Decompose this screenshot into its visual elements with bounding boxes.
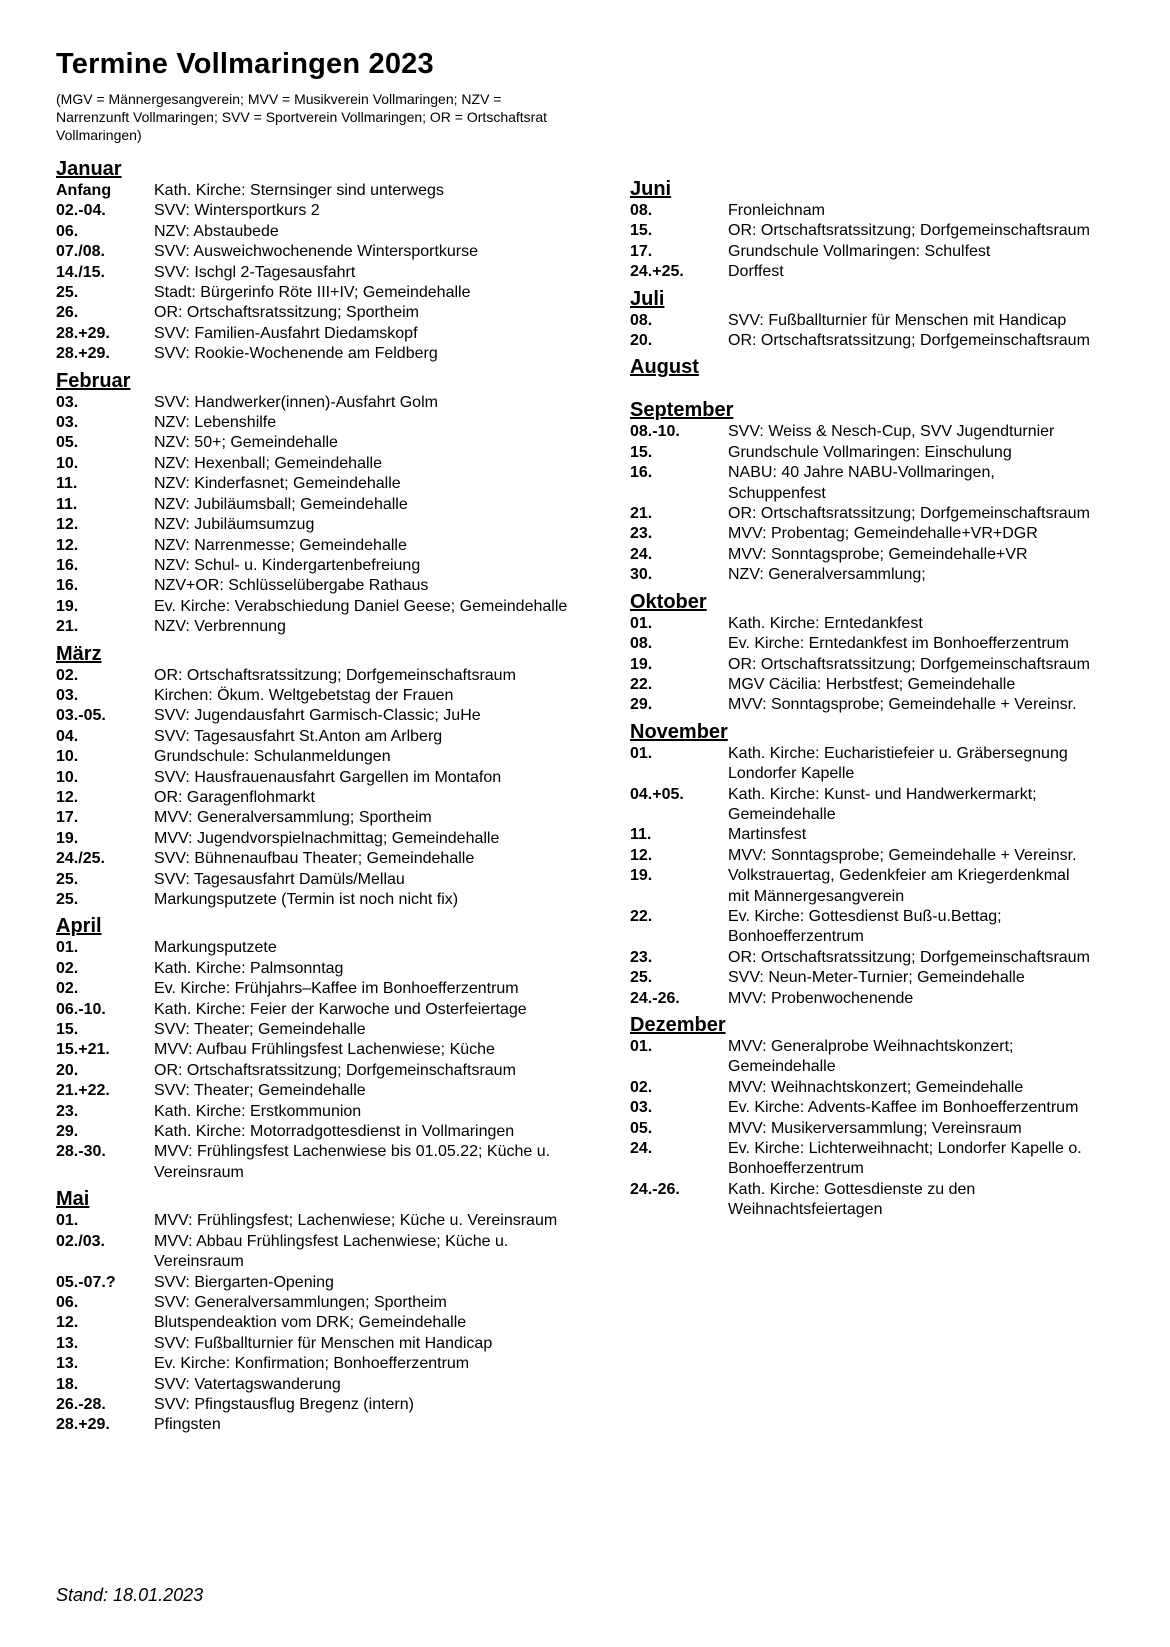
month-section-juni [630, 178, 1150, 283]
event-text: OR: Ortschaftsratssitzung; Dorfgemeinschaftsraum [154, 666, 516, 684]
event-date: 03. [56, 686, 79, 704]
event-date: 16. [56, 556, 79, 574]
event-date: 07./08. [56, 243, 105, 261]
event-text: MVV: Abbau Frühlingsfest Lachenwiese; Küche u. Vereinsraum [154, 1232, 509, 1271]
month-heading: März [56, 642, 102, 665]
event-text: NZV+OR: Schlüsselübergabe Rathaus [154, 577, 429, 595]
event-date: 11. [630, 826, 652, 844]
event-date: 02.-04. [56, 202, 106, 220]
event-row [56, 686, 576, 706]
event-text: Ev. Kirche: Konfirmation; Bonhoefferzentrum [154, 1355, 470, 1373]
event-text: Kath. Kirche: Erntedankfest [728, 614, 923, 632]
event-date: 17. [56, 809, 79, 827]
event-date: 22. [630, 907, 653, 925]
event-text: Markungsputzete [154, 939, 277, 957]
event-row [56, 666, 576, 686]
event-date: 12. [630, 846, 653, 864]
event-row [630, 989, 1150, 1009]
event-row [56, 222, 576, 242]
month-heading: Juli [630, 287, 665, 310]
event-text: NZV: Abstaubede [154, 222, 279, 240]
month-heading: September [630, 399, 734, 422]
month-section-august [630, 356, 1150, 379]
month-section-juli [630, 288, 1150, 352]
event-text: SVV: Tagesausfahrt St.Anton am Arlberg [154, 727, 443, 745]
event-row [630, 907, 1150, 948]
month-heading: Dezember [630, 1014, 726, 1036]
event-text: Kath. Kirche: Motorradgottesdienst in Vollmaringen [154, 1123, 515, 1141]
month-heading: August [630, 356, 699, 379]
month-heading: Juni [630, 178, 672, 200]
event-row [56, 433, 576, 453]
event-row [56, 808, 576, 828]
event-text: Blutspendeaktion vom DRK; Gemeindehalle [154, 1314, 467, 1332]
event-date: 26. [56, 304, 79, 322]
event-text: MVV: Sonntagsprobe; Gemeindehalle + Vereinsr. [728, 846, 1077, 864]
event-text: NZV: Jubiläumsumzug [154, 516, 315, 534]
event-date: 20. [630, 332, 653, 350]
event-text: MVV: Frühlingsfest Lachenwiese bis 01.05.22; Küche u. Vereinsraum [154, 1143, 551, 1181]
event-text: MVV: Probenwochenende [728, 989, 914, 1007]
event-row [56, 1273, 576, 1293]
event-row [630, 443, 1150, 463]
event-row [630, 655, 1150, 675]
event-row [56, 1395, 576, 1415]
event-text: SVV: Jugendausfahrt Garmisch-Classic; JuHe [154, 707, 481, 725]
event-text: NZV: Jubiläumsball; Gemeindehalle [154, 495, 408, 513]
event-row [56, 1040, 576, 1060]
event-text: Grundschule Vollmaringen: Einschulung [728, 443, 1012, 461]
event-date: 01. [630, 614, 653, 632]
event-row [630, 504, 1150, 524]
event-row [56, 1211, 576, 1231]
event-row [630, 221, 1150, 241]
event-text: MVV: Generalprobe Weihnachtskonzert; Gemeindehalle [728, 1038, 1014, 1076]
event-date: 12. [56, 516, 79, 534]
event-text: NZV: Lebenshilfe [154, 414, 277, 432]
event-date: 15. [630, 222, 653, 240]
event-text: NZV: Kinderfasnet; Gemeindehalle [154, 475, 401, 493]
month-heading: November [630, 720, 728, 743]
event-date: 01. [630, 1038, 653, 1055]
event-row [56, 747, 576, 767]
event-text: SVV: Tagesausfahrt Damüls/Mellau [154, 870, 405, 888]
event-row [56, 829, 576, 849]
event-text: Fronleichnam [728, 202, 825, 219]
event-date: 19. [630, 867, 653, 885]
event-row [630, 311, 1150, 331]
event-date: 02. [630, 1078, 653, 1096]
event-row [630, 331, 1150, 351]
event-text: OR: Ortschaftsratssitzung; Dorfgemeinschaftsraum [154, 1061, 516, 1079]
event-text: MGV Cäcilia: Herbstfest; Gemeindehalle [728, 675, 1016, 693]
event-row [56, 181, 576, 201]
event-text: Grundschule Vollmaringen: Schulfest [728, 242, 991, 260]
event-text: OR: Ortschaftsratssitzung; Dorfgemeinschaftsraum [728, 948, 1090, 966]
event-date: 13. [56, 1334, 79, 1352]
event-text: Kath. Kirche: Feier der Karwoche und Osterfeiertage [154, 1000, 527, 1018]
event-row [56, 706, 576, 726]
event-row [56, 263, 576, 283]
event-text: SVV: Bühnenaufbau Theater; Gemeindehalle [154, 850, 475, 868]
event-date: 28.+29. [56, 1416, 110, 1434]
event-row [56, 1232, 576, 1273]
event-date: 29. [630, 696, 653, 714]
event-date: 24.-26. [630, 1180, 680, 1198]
event-row [630, 201, 1150, 221]
event-date: 15. [56, 1021, 79, 1039]
event-text: Ev. Kirche: Advents-Kaffee im Bonhoefferzentrum [728, 1099, 1079, 1117]
event-row [56, 849, 576, 869]
abbreviation-legend: (MGV = Männergesangverein; MVV = Musikverein Vollmaringen; NZV = Narrenzunft Vollmaringen; SVV = Sportverein Vollmaringen; OR = Ortschaftsrat Vollmaringen) [56, 91, 548, 143]
month-heading: Oktober [630, 590, 707, 613]
event-text: Ev. Kirche: Frühjahrs–Kaffee im Bonhoefferzentrum [154, 980, 519, 998]
event-date: 10. [56, 768, 79, 786]
right-column [630, 178, 1150, 1226]
month-section-februar [56, 370, 576, 638]
event-date: 03. [56, 414, 79, 432]
event-text: SVV: Handwerker(innen)-Ausfahrt Golm [154, 393, 438, 411]
event-date: 02./03. [56, 1232, 105, 1250]
event-date: 28.+29. [56, 345, 110, 363]
event-text: SVV: Biergarten-Opening [154, 1273, 334, 1291]
event-text: Pfingsten [154, 1416, 221, 1434]
event-date: 23. [56, 1102, 79, 1120]
event-row [56, 1293, 576, 1313]
event-text: Kath. Kirche: Sternsinger sind unterwegs [154, 182, 444, 199]
event-text: NZV: Schul- u. Kindergartenbefreiung [154, 556, 421, 574]
event-date: 25. [56, 284, 79, 302]
event-date: 21. [56, 618, 79, 636]
event-date: 19. [56, 829, 79, 847]
event-row [56, 201, 576, 221]
event-date: 29. [56, 1123, 79, 1141]
event-text: OR: Garagenflohmarkt [154, 788, 315, 806]
event-date: 03.-05. [56, 707, 106, 725]
event-text: OR: Ortschaftsratssitzung; Dorfgemeinschaftsraum [728, 222, 1090, 240]
event-row [56, 536, 576, 556]
event-row [630, 785, 1150, 826]
event-row [630, 524, 1150, 544]
event-text: SVV: Rookie-Wochenende am Feldberg [154, 345, 438, 363]
event-text: SVV: Vatertagswanderung [154, 1375, 341, 1393]
status-date: Stand: 18.01.2023 [56, 1585, 204, 1605]
event-text: Kath. Kirche: Palmsonntag [154, 959, 344, 977]
event-date: 23. [630, 948, 653, 966]
event-row [630, 968, 1150, 988]
event-row [56, 959, 576, 979]
event-row [630, 1180, 1150, 1221]
event-text: SVV: Ausweichwochenende Wintersportkurse [154, 243, 479, 261]
event-date: 30. [630, 566, 653, 584]
event-date: 15.+21. [56, 1041, 110, 1059]
event-text: MVV: Sonntagsprobe; Gemeindehalle+VR [728, 545, 1028, 563]
event-date: 05. [630, 1119, 653, 1137]
event-date: 11. [56, 495, 78, 513]
event-date: 24.+25. [630, 263, 684, 281]
event-date: 01. [56, 1212, 79, 1230]
event-date: 24.-26. [630, 989, 680, 1007]
event-row [56, 1081, 576, 1101]
event-text: Kath. Kirche: Gottesdienste zu den Weihnachtsfeiertagen [728, 1180, 976, 1219]
event-row [630, 1037, 1150, 1078]
event-text: Stadt: Bürgerinfo Röte III+IV; Gemeindehalle [154, 284, 471, 302]
event-text: SVV: Familien-Ausfahrt Diedamskopf [154, 324, 418, 342]
event-date: 20. [56, 1061, 79, 1079]
month-section-april [56, 915, 576, 1183]
event-date: 12. [56, 788, 79, 806]
event-text: SVV: Theater; Gemeindehalle [154, 1021, 366, 1039]
event-row [56, 242, 576, 262]
event-date: 28.-30. [56, 1143, 106, 1161]
event-text: Grundschule: Schulanmeldungen [154, 748, 391, 766]
event-date: 28.+29. [56, 324, 110, 342]
event-date: 19. [56, 597, 79, 615]
event-row [56, 979, 576, 999]
event-date: 01. [56, 939, 79, 957]
event-date: 05. [56, 434, 79, 452]
event-row [630, 565, 1150, 585]
event-row [56, 1334, 576, 1354]
event-row [56, 768, 576, 788]
event-text: SVV: Pfingstausflug Bregenz (intern) [154, 1395, 414, 1413]
event-row [630, 422, 1150, 442]
event-date: 10. [56, 748, 79, 766]
event-row [56, 515, 576, 535]
month-section-januar [56, 158, 576, 365]
event-text: Volkstrauertag, Gedenkfeier am Kriegerdenkmal mit Männergesangverein [728, 867, 1070, 905]
event-date: 22. [630, 675, 653, 693]
event-row [56, 890, 576, 910]
month-section-mai [56, 1188, 576, 1435]
event-date: 08. [630, 311, 653, 329]
event-row [630, 634, 1150, 654]
event-text: MVV: Musikerversammlung; Vereinsraum [728, 1119, 1022, 1137]
event-text: Martinsfest [728, 826, 807, 844]
event-date: 02. [56, 980, 79, 998]
month-section-maerz [56, 643, 576, 911]
event-date: 17. [630, 242, 653, 260]
event-row [56, 1313, 576, 1333]
event-text: Ev. Kirche: Gottesdienst Buß-u.Bettag; Bonhoefferzentrum [728, 907, 1002, 946]
event-row [56, 870, 576, 890]
event-row [630, 1078, 1150, 1098]
event-row [56, 1354, 576, 1374]
event-row [56, 1020, 576, 1040]
event-row [56, 495, 576, 515]
event-row [56, 1122, 576, 1142]
event-row [630, 614, 1150, 634]
event-date: 24./25. [56, 850, 105, 868]
event-text: SVV: Fußballturnier für Menschen mit Handicap [154, 1334, 493, 1352]
event-text: OR: Ortschaftsratssitzung; Dorfgemeinschaftsraum [728, 505, 1090, 523]
event-text: Kath. Kirche: Kunst- und Handwerkermarkt; Gemeindehalle [728, 785, 1037, 823]
event-text: Kirchen: Ökum. Weltgebetstag der Frauen [154, 686, 454, 704]
event-date: 11. [56, 475, 78, 493]
event-row [56, 1061, 576, 1081]
left-column [56, 158, 576, 1441]
event-text: MVV: Frühlingsfest; Lachenwiese; Küche u. Vereinsraum [154, 1212, 558, 1230]
event-row [56, 556, 576, 576]
month-section-november [630, 721, 1150, 1009]
event-date: Anfang [56, 182, 112, 199]
event-date: 15. [630, 443, 653, 461]
event-date: 25. [56, 870, 79, 888]
event-text: NZV: Verbrennung [154, 618, 286, 636]
event-date: 02. [56, 959, 79, 977]
event-text: NZV: 50+; Gemeindehalle [154, 434, 338, 452]
event-date: 26.-28. [56, 1395, 106, 1413]
event-row [56, 1000, 576, 1020]
event-row [630, 242, 1150, 262]
event-date: 08. [630, 202, 653, 219]
event-date: 16. [630, 464, 653, 482]
event-date: 12. [56, 536, 79, 554]
event-text: MVV: Probentag; Gemeindehalle+VR+DGR [728, 525, 1038, 543]
event-row [56, 938, 576, 958]
event-text: SVV: Fußballturnier für Menschen mit Handicap [728, 311, 1067, 329]
event-text: Kath. Kirche: Erstkommunion [154, 1102, 362, 1120]
event-text: MVV: Generalversammlung; Sportheim [154, 809, 432, 827]
event-row [56, 344, 576, 364]
event-row [56, 303, 576, 323]
event-date: 06. [56, 222, 79, 240]
month-heading: Januar [56, 158, 122, 180]
event-row [630, 825, 1150, 845]
event-date: 02. [56, 666, 79, 684]
event-date: 03. [56, 393, 79, 411]
month-heading: Februar [56, 369, 131, 392]
event-row [630, 463, 1150, 504]
event-text: MVV: Sonntagsprobe; Gemeindehalle + Vereinsr. [728, 696, 1077, 714]
event-date: 03. [630, 1099, 653, 1117]
event-date: 08.-10. [630, 423, 680, 441]
event-row [630, 846, 1150, 866]
event-row [56, 727, 576, 747]
event-date: 16. [56, 577, 79, 595]
event-row [630, 1098, 1150, 1118]
event-row [630, 866, 1150, 907]
event-text: NZV: Narrenmesse; Gemeindehalle [154, 536, 407, 554]
event-text: SVV: Hausfrauenausfahrt Gargellen im Montafon [154, 768, 502, 786]
event-date: 21.+22. [56, 1082, 110, 1100]
event-text: Ev. Kirche: Erntedankfest im Bonhoefferzentrum [728, 635, 1069, 653]
event-text: OR: Ortschaftsratssitzung; Dorfgemeinschaftsraum [728, 332, 1090, 350]
event-row [630, 1139, 1150, 1180]
event-row [56, 576, 576, 596]
event-text: SVV: Weiss & Nesch-Cup, SVV Jugendturnier [728, 423, 1055, 441]
event-text: Markungsputzete (Termin ist noch nicht fix) [154, 891, 459, 908]
event-text: OR: Ortschaftsratssitzung; Dorfgemeinschaftsraum [728, 655, 1090, 673]
event-row [56, 1415, 576, 1435]
event-date: 05.-07.? [56, 1273, 116, 1291]
event-row [56, 474, 576, 494]
event-text: NABU: 40 Jahre NABU-Vollmaringen, Schuppenfest [728, 464, 995, 502]
event-row [56, 413, 576, 433]
event-row [630, 262, 1150, 282]
event-date: 14./15. [56, 263, 105, 281]
event-row [630, 545, 1150, 565]
event-text: SVV: Theater; Gemeindehalle [154, 1082, 366, 1100]
event-text: Dorffest [728, 263, 784, 281]
event-text: SVV: Ischgl 2-Tagesausfahrt [154, 263, 356, 281]
event-date: 04.+05. [630, 785, 684, 803]
event-date: 25. [56, 891, 79, 908]
event-row [56, 454, 576, 474]
event-text: NZV: Hexenball; Gemeindehalle [154, 454, 382, 472]
event-date: 04. [56, 727, 79, 745]
event-date: 12. [56, 1314, 79, 1332]
event-date: 25. [630, 969, 653, 987]
event-text: SVV: Wintersportkurs 2 [154, 202, 320, 220]
event-date: 23. [630, 525, 653, 543]
event-text: MVV: Weihnachtskonzert; Gemeindehalle [728, 1078, 1024, 1096]
event-date: 24. [630, 1140, 653, 1158]
event-text: MVV: Jugendvorspielnachmittag; Gemeindehalle [154, 829, 500, 847]
month-section-september [630, 399, 1150, 585]
event-row [56, 393, 576, 413]
month-heading: April [56, 915, 102, 938]
month-heading: Mai [56, 1188, 90, 1211]
event-text: Ev. Kirche: Verabschiedung Daniel Geese; Gemeindehalle [154, 597, 568, 615]
event-row [56, 597, 576, 617]
event-date: 21. [630, 505, 653, 523]
event-row [56, 283, 576, 303]
event-date: 18. [56, 1375, 79, 1393]
event-row [630, 675, 1150, 695]
event-row [56, 788, 576, 808]
event-text: NZV: Generalversammlung; [728, 566, 926, 584]
event-text: SVV: Generalversammlungen; Sportheim [154, 1293, 447, 1311]
page-title: Termine Vollmaringen 2023 [56, 48, 434, 80]
event-date: 06. [56, 1293, 79, 1311]
event-date: 08. [630, 635, 653, 653]
event-date: 24. [630, 545, 653, 563]
event-text: OR: Ortschaftsratssitzung; Sportheim [154, 304, 419, 322]
month-section-oktober [630, 591, 1150, 716]
event-text: MVV: Aufbau Frühlingsfest Lachenwiese; Küche [154, 1041, 495, 1059]
event-row [56, 324, 576, 344]
event-row [630, 695, 1150, 715]
event-text: Ev. Kirche: Lichterweihnacht; Londorfer Kapelle o. Bonhoefferzentrum [728, 1140, 1082, 1178]
event-row [630, 1119, 1150, 1139]
event-row [56, 1375, 576, 1395]
event-row [56, 617, 576, 637]
event-date: 13. [56, 1355, 79, 1373]
event-date: 01. [630, 744, 653, 762]
month-section-dezember [630, 1014, 1150, 1221]
event-row [630, 948, 1150, 968]
event-date: 06.-10. [56, 1000, 106, 1018]
event-text: Kath. Kirche: Eucharistiefeier u. Gräbersegnung Londorfer Kapelle [728, 744, 1068, 783]
event-row [630, 744, 1150, 785]
event-date: 19. [630, 655, 653, 673]
event-row [56, 1102, 576, 1122]
event-date: 10. [56, 454, 79, 472]
event-text: SVV: Neun-Meter-Turnier; Gemeindehalle [728, 969, 1025, 987]
event-row [56, 1142, 576, 1183]
